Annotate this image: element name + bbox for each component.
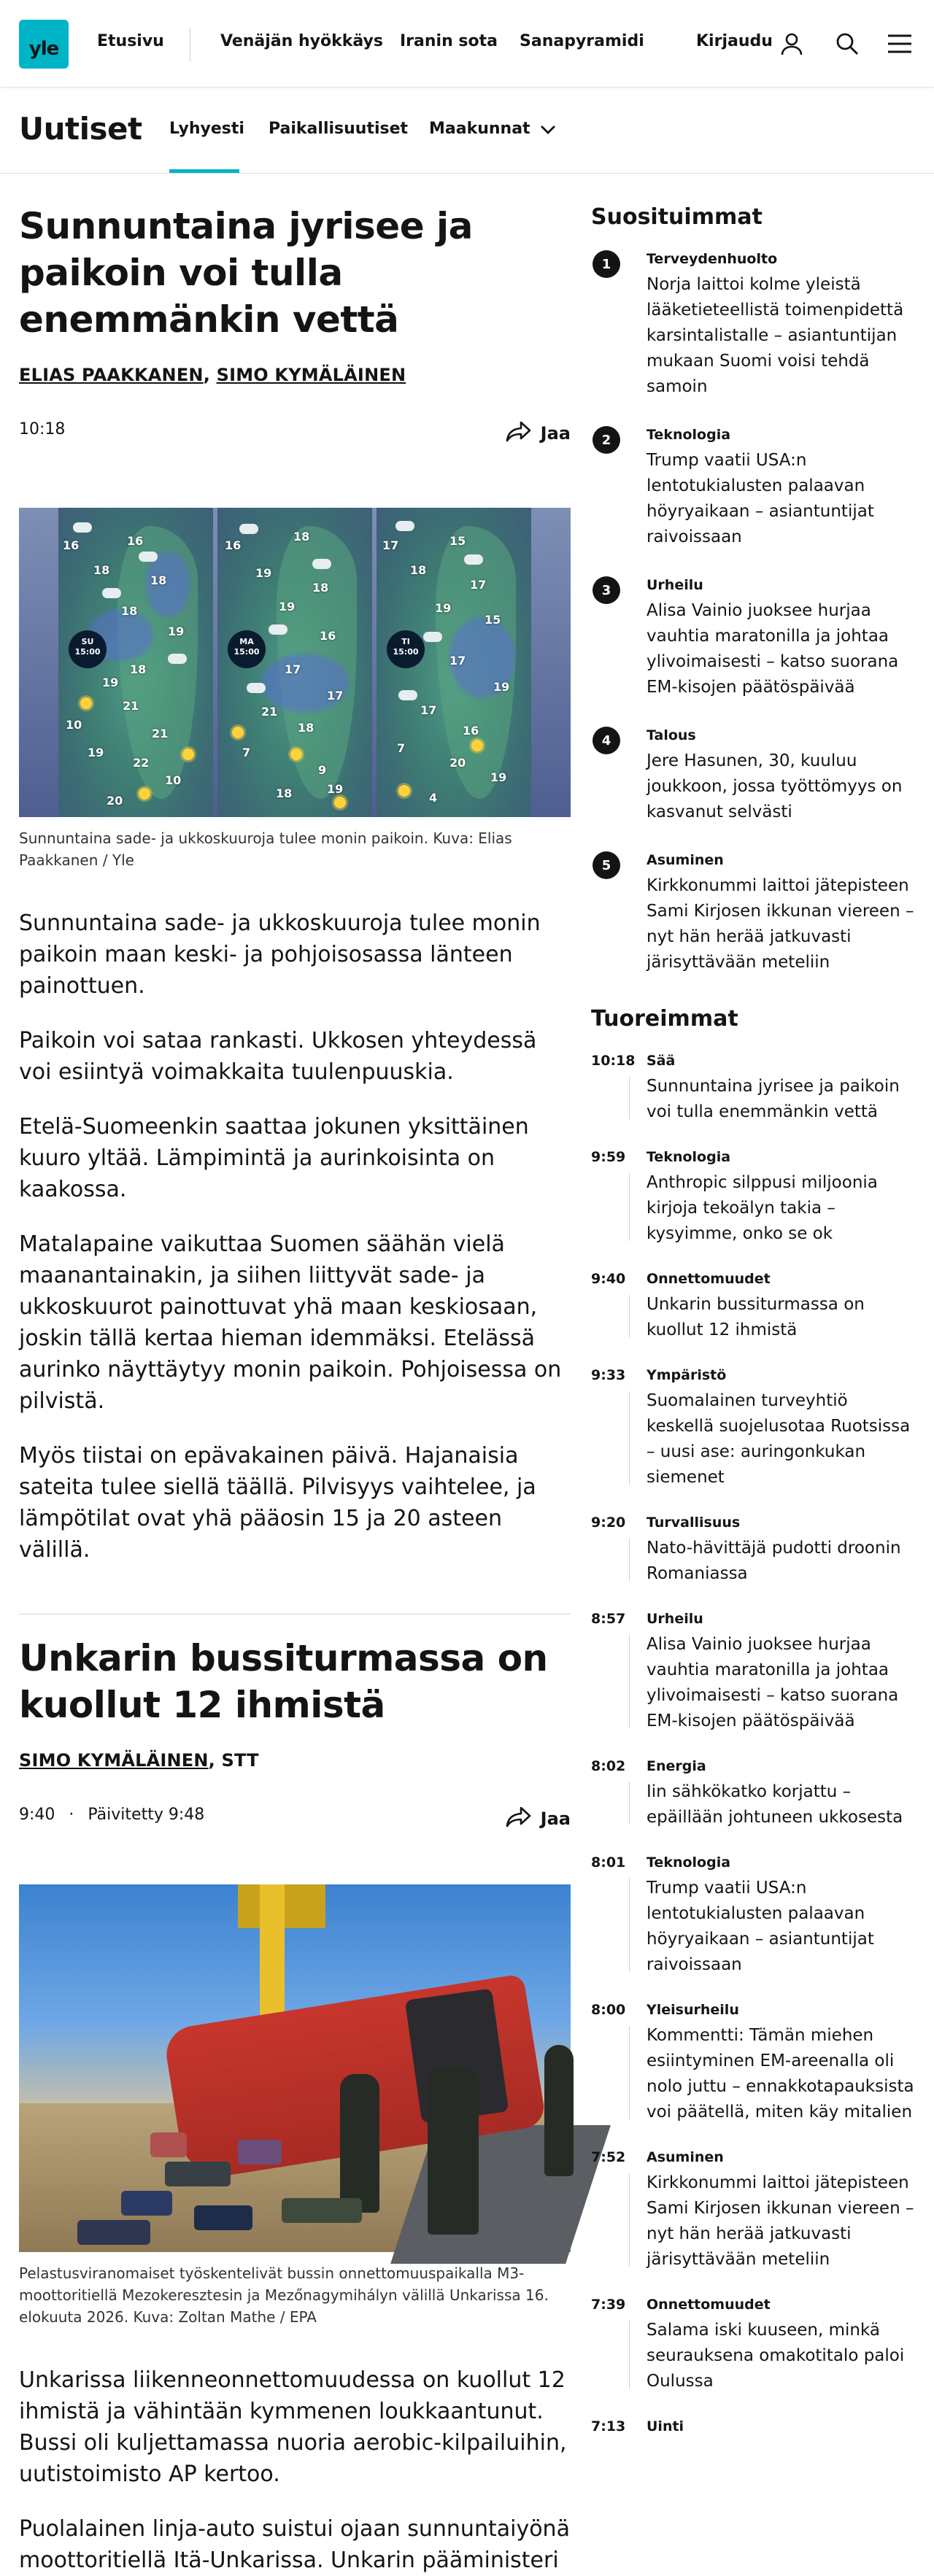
latest-item[interactable] — [591, 1852, 915, 1978]
latest-time: 9:59 — [591, 1149, 626, 1165]
article-link-title[interactable]: Anthropic silppusi miljoonia kirjoja tekoälyn takia – kysyimme, onko se ok — [647, 1173, 878, 1243]
latest-time: 9:40 — [591, 1271, 626, 1287]
article-feed — [19, 174, 571, 2576]
publish-time: 10:18 — [19, 420, 66, 438]
chevron-down-icon[interactable] — [540, 124, 556, 138]
article-link-title[interactable]: Suomalainen turveyhtiö keskellä suojelusotaa Ruotsissa – uusi ase: auringonkukan siemenet — [647, 1391, 911, 1487]
timeline-line — [629, 1879, 630, 1972]
timeline-line — [629, 2321, 630, 2389]
article-headline[interactable]: Unkarin bussiturmassa on kuollut 12 ihmistä — [19, 1637, 548, 1726]
meta-dot: · — [69, 1806, 74, 1824]
latest-item[interactable] — [591, 1051, 915, 1125]
article-link-title[interactable]: Iin sähkökatko korjattu – epäillään johtuneen ukkosesta — [647, 1782, 903, 1827]
article-link-title[interactable]: Kirkkonummi laittoi jätepisteen Sami Kirjosen ikkunan viereen – nyt hän herää jatkuvasti järisyttävään meteliin — [647, 876, 914, 972]
day-badge: MA 15:00 — [228, 630, 266, 668]
article-link-title[interactable]: Alisa Vainio juoksee hurjaa vauhtia maratonilla ja johtaa ylivoimaisesti – katso suorana EM-kisojen päätöspäivää — [647, 601, 899, 697]
latest-item[interactable] — [591, 2000, 915, 2125]
latest-time: 9:33 — [591, 1367, 626, 1383]
tab-paikallisuutiset[interactable]: Paikallisuutiset — [269, 120, 409, 138]
article-meta — [19, 1806, 571, 1838]
rank-badge: 3 — [593, 576, 620, 604]
nav-etusivu[interactable]: Etusivu — [97, 32, 164, 50]
share-button[interactable] — [506, 1806, 571, 1832]
author-separator: , — [208, 1750, 222, 1771]
latest-time: 8:01 — [591, 1854, 626, 1871]
latest-item[interactable] — [591, 1512, 915, 1587]
weather-map-panel-tuesday: TI 15:00 17 15 18 17 19 15 17 19 17 16 7 20 19 4 — [377, 508, 531, 817]
day-badge: TI 15:00 — [387, 630, 425, 668]
article-link-title[interactable]: Norja laittoi kolme yleistä lääketieteellistä toimenpidettä karsintalistalle – asiantuntijan mukaan Suomi voisi tehdä samoin — [647, 275, 904, 396]
latest-item[interactable] — [591, 1609, 915, 1734]
timeline-line — [629, 2173, 630, 2267]
publish-time: 9:40 — [19, 1806, 55, 1824]
article-category: Terveydenhuolto — [647, 251, 778, 267]
sidebar — [591, 174, 915, 2459]
article-category: Teknologia — [647, 1149, 731, 1165]
article-category: Asuminen — [647, 852, 724, 868]
timeline-line — [629, 1295, 630, 1337]
rank-badge: 1 — [593, 250, 620, 278]
latest-item[interactable] — [591, 1756, 915, 1830]
rank-badge: 2 — [593, 426, 620, 454]
author-separator: , — [203, 365, 217, 385]
article-paragraph: Unkarissa liikenneonnettomuudessa on kuollut 12 ihmistä ja vähintään kymmenen loukkaantunut. Bussi oli kuljettamassa nuoria aerobic-kilpailuihin, uutistoimisto AP kertoo. — [19, 2367, 567, 2487]
timeline-line — [629, 1077, 630, 1119]
news-article — [19, 174, 571, 1566]
article-category: Energia — [647, 1758, 706, 1774]
article-link-title[interactable]: Kommentti: Tämän miehen esiintyminen EM-areenalla oli nolo juttu – ennakkotapauksista voi päätellä, miten käy mitalien — [647, 2026, 914, 2121]
latest-title: Tuoreimmat — [591, 1006, 738, 1032]
latest-item[interactable] — [591, 1269, 915, 1343]
rank-badge: 5 — [593, 851, 620, 879]
article-paragraph: Etelä-Suomeenkin saattaa jokunen yksittäinen kuuro yltää. Lämpimintä ja aurinkoisinta on kaakossa. — [19, 1114, 529, 1202]
day-badge: SU 15:00 — [69, 630, 107, 668]
timeline-line — [629, 1173, 630, 1241]
share-icon — [506, 420, 532, 446]
image-caption: Sunnuntaina sade- ja ukkoskuuroja tulee monin paikoin. Kuva: Elias Paakkanen / Yle — [19, 829, 512, 869]
article-paragraph: Myös tiistai on epävakainen päivä. Hajanaisia sateita tulee siellä täällä. Pilvisyys vaihtelee, ja lämpötilat ovat yhä pääosin 15 ja 20 asteen välillä. — [19, 1443, 536, 1563]
active-tab-indicator — [169, 169, 239, 173]
latest-item[interactable] — [591, 2147, 915, 2273]
article-headline[interactable]: Sunnuntaina jyrisee ja paikoin voi tulla enemmänkin vettä — [19, 205, 473, 341]
article-meta — [19, 420, 571, 452]
latest-item[interactable] — [591, 2416, 915, 2437]
article-link-title[interactable]: Trump vaatii USA:n lentotukialusten palaavan höyryaikaan – asiantuntijat raivoissaan — [647, 1879, 874, 1974]
timeline-line — [629, 1782, 630, 1825]
article-figure — [19, 508, 571, 871]
latest-time: 8:57 — [591, 1611, 626, 1627]
article-category: Turvallisuus — [647, 1515, 741, 1531]
article-link-title[interactable]: Salama iski kuuseen, minkä seurauksena omakotitalo paloi Oulussa — [647, 2321, 905, 2391]
author-link[interactable]: SIMO KYMÄLÄINEN — [216, 365, 406, 385]
timeline-line — [629, 1539, 630, 1581]
article-paragraph: Paikoin voi sataa rankasti. Ukkosen yhteydessä voi esiintyä voimakkaita tuulenpuuskia. — [19, 1028, 537, 1085]
share-label: Jaa — [540, 1809, 571, 1829]
article-figure — [19, 1884, 571, 2328]
latest-time: 8:02 — [591, 1758, 626, 1774]
latest-time: 7:52 — [591, 2149, 626, 2165]
article-link-title[interactable]: Sunnuntaina jyrisee ja paikoin voi tulla enemmänkin vettä — [647, 1077, 900, 1121]
share-label: Jaa — [540, 423, 571, 444]
popular-item[interactable] — [591, 850, 915, 975]
popular-item[interactable] — [591, 575, 915, 700]
menu-icon[interactable] — [884, 28, 916, 60]
tab-maakunnat[interactable]: Maakunnat — [429, 120, 530, 138]
popular-list — [591, 174, 915, 975]
top-navigation — [0, 0, 934, 88]
search-icon[interactable] — [831, 28, 863, 60]
article-link-title[interactable]: Jere Hasunen, 30, kuuluu joukkoon, jossa työttömyys on kasvanut selvästi — [647, 751, 903, 821]
timeline-line — [629, 2026, 630, 2119]
article-link-title[interactable]: Alisa Vainio juoksee hurjaa vauhtia maratonilla ja johtaa ylivoimaisesti – katso suorana EM-kisojen päätöspäivää — [647, 1635, 899, 1730]
author-name: STT — [221, 1750, 259, 1771]
popular-item[interactable] — [591, 425, 915, 550]
article-category: Urheilu — [647, 1611, 703, 1627]
article-category: Teknologia — [647, 1854, 731, 1871]
section-title: Uutiset — [19, 111, 142, 147]
article-link-title[interactable]: Nato-hävittäjä pudotti droonin Romaniassa — [647, 1539, 901, 1583]
share-button[interactable] — [506, 420, 571, 446]
yle-logo[interactable]: yle — [19, 20, 69, 69]
article-paragraph: Matalapaine vaikuttaa Suomen säähän vielä maanantainakin, ja siihen liittyvät sade- ja ukkoskuurot painottuvat yhä maan keskiosaan, joskin tällä kertaa hieman idemmäksi. Etelässä aurinko näyttäytyy monin paikoin. Pohjoisessa on pilvistä. — [19, 1231, 562, 1414]
article-category: Asuminen — [647, 2149, 724, 2165]
article-link-title[interactable]: Unkarin bussiturmassa on kuollut 12 ihmistä — [647, 1295, 865, 1339]
latest-time: 7:13 — [591, 2418, 626, 2434]
updated-time: Päivitetty 9:48 — [88, 1806, 205, 1824]
article-link-title[interactable]: Trump vaatii USA:n lentotukialusten palaavan höyryaikaan – asiantuntijat raivoissaan — [647, 451, 874, 546]
latest-item[interactable] — [591, 1147, 915, 1247]
latest-time: 9:20 — [591, 1515, 626, 1531]
image-caption: Pelastusviranomaiset työskentelivät bussin onnettomuuspaikalla M3-moottoritiellä Mezokeresztesin ja Mezőnagymihályn välillä Unkarissa 16. elokuuta 2026. Kuva: Zoltan Mathe / EPA — [19, 2264, 549, 2326]
user-icon[interactable] — [776, 28, 808, 60]
latest-item[interactable] — [591, 1365, 915, 1490]
popular-title: Suosituimmat — [591, 204, 763, 230]
article-category: Talous — [647, 727, 696, 743]
article-category: Ympäristö — [647, 1367, 727, 1383]
article-paragraph: Sunnuntaina sade- ja ukkoskuuroja tulee monin paikoin maan keski- ja pohjoisosassa länteen painottuen. — [19, 910, 541, 999]
article-category: Teknologia — [647, 427, 731, 443]
article-link-title[interactable]: Kirkkonummi laittoi jätepisteen Sami Kirjosen ikkunan viereen – nyt hän herää jatkuvasti järisyttävään meteliin — [647, 2173, 914, 2269]
nav-sanapyramidi[interactable]: Sanapyramidi — [520, 32, 644, 50]
popular-item[interactable] — [591, 725, 915, 825]
section-navigation — [0, 88, 934, 174]
rank-badge: 4 — [593, 727, 620, 754]
popular-item[interactable] — [591, 249, 915, 400]
tab-lyhyesti[interactable]: Lyhyesti — [169, 120, 244, 138]
nav-venajan-hyokkays[interactable]: Venäjän hyökkäys — [220, 32, 383, 50]
share-icon — [506, 1806, 532, 1832]
article-category: Yleisurheilu — [647, 2002, 739, 2018]
weather-map-panel-sunday: SU 15:00 16 16 18 18 18 19 18 19 10 21 21 19 22 10 20 — [58, 508, 213, 817]
article-category: Sää — [647, 1053, 676, 1069]
article-category: Onnettomuudet — [647, 1271, 771, 1287]
latest-time: 10:18 — [591, 1053, 636, 1069]
author-link[interactable]: SIMO KYMÄLÄINEN — [19, 1750, 209, 1771]
latest-time: 8:00 — [591, 2002, 626, 2018]
article-category: Urheilu — [647, 577, 703, 593]
nav-iranin-sota[interactable]: Iranin sota — [400, 32, 498, 50]
latest-list — [591, 1006, 915, 2437]
article-paragraph: Puolalainen linja-auto suistui ojaan sunnuntaiyönä moottoritiellä Itä-Unkarissa. Unkarin pääministeri — [19, 2516, 570, 2573]
login-link[interactable]: Kirjaudu — [696, 32, 773, 50]
timeline-line — [629, 1391, 630, 1485]
article-category: Uinti — [647, 2418, 684, 2434]
timeline-line — [629, 1635, 630, 1728]
article-category: Onnettomuudet — [647, 2297, 771, 2313]
weather-map-panel-monday: MA 15:00 16 18 19 18 19 16 17 17 21 18 7 9 18 19 — [217, 508, 372, 817]
bus-accident-photo[interactable] — [19, 1884, 571, 2252]
author-link[interactable]: ELIAS PAAKKANEN — [19, 365, 204, 385]
latest-item[interactable] — [591, 2294, 915, 2394]
weather-forecast-map[interactable] — [19, 508, 571, 817]
latest-time: 7:39 — [591, 2297, 626, 2313]
news-article — [19, 1614, 571, 2576]
